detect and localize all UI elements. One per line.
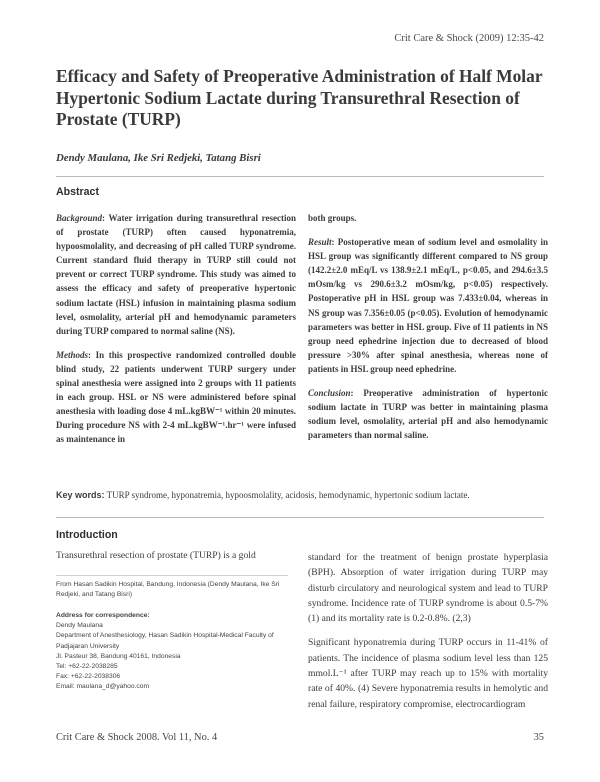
abstract-heading: Abstract — [56, 186, 99, 198]
abstract-result — [308, 235, 548, 376]
intro-paragraph: standard for the treatment of benign prostate hyperplasia (BPH). Absorption of water irrigation during TURP may disturb circulatory and neurological system and lead to TURP syndrome. Incidence rate of TURP syndrome is about 0.5-7% (1) and its mortality rate is 0.2-0.8%. (2,3) — [308, 552, 548, 625]
correspondence-block — [56, 611, 288, 693]
footnote-affiliation: From Hasan Sadikin Hospital, Bandung, Indonesia (Dendy Maulana, Ike Sri Redjeki, and Tatang Bisri) — [56, 581, 280, 599]
methods-continued: both groups. — [308, 213, 357, 223]
divider — [56, 517, 544, 518]
methods-label: Methods — [56, 349, 89, 360]
intro-right-column — [308, 550, 548, 721]
intro-paragraph: Transurethral resection of prostate (TURP) is a gold — [56, 550, 256, 561]
result-text: : Postoperative mean of sodium level and osmolality in HSL group was significantly different compared to NS group (142.2±2.0 mEq/L vs 138.9±2.1 mEq/L, p<0.05, and 294.6±3.5 mOsm/kg vs 290.6±3.2 mOsm/kg, p<0.05) respectively. Postoperative pH in HSL group was 7.433±0.04, whereas in NS group was 7.356±0.05 (p<0.05). Evolution of hemodynamic parameters was better in HSL group. Five of 11 patients in NS group need ephedrine injection due to decreased of blood pressure >30% after spinal anesthesia, whereas none of patients in HSL group need ephedrine. — [308, 237, 548, 374]
abstract-left-column — [56, 211, 296, 457]
correspondence-heading: Address for correspondence: — [56, 612, 150, 619]
abstract-methods — [56, 348, 296, 447]
footnote-divider — [56, 575, 288, 576]
divider — [56, 176, 544, 177]
correspondence-name: Dendy Maulana — [56, 622, 103, 630]
journal-footer: Crit Care & Shock 2008. Vol 11, No. 4 — [56, 732, 218, 743]
correspondence-tel: Tel: +62-22-2038285 — [56, 663, 118, 671]
correspondence-email: Email: maulana_d@yahoo.com — [56, 683, 150, 691]
intro-paragraph: Significant hyponatremia during TURP occurs in 11-41% of patients. The incidence of plasma sodium level less than 125 mmol.L⁻¹ after TURP may reach up to 15% with mortality rate of 40%. (4) Severe hyponatremia results in hemolytic and renal failure, respiratory compromise, electrocardiogram — [308, 637, 548, 710]
article-title: Efficacy and Safety of Preoperative Administration of Half Molar Hypertonic Sodium Lactate during Transurethral Resection of Prostate (TURP) — [56, 66, 543, 129]
abstract-background — [56, 211, 296, 338]
correspondence-fax: Fax: +62-22-2038306 — [56, 673, 121, 681]
conclusion-text: : Preoperative administration of hypertonic sodium lactate in TURP was better in maintaining plasma sodium level, osmolality, arterial pH and also hemodynamic parameters than normal saline. — [308, 388, 548, 441]
methods-text: : In this prospective randomized controlled double blind study, 22 patients underwent TURP surgery under spinal anesthesia were assigned into 2 groups with 11 patients in each group. HSL or NS were administered before spinal anesthesia with loading dose 4 mL.kgBW⁻¹ within 20 minutes. During procedure NS with 2-4 mL.kgBW⁻¹.hr⁻¹ were infused as maintenance in — [56, 349, 296, 445]
page-number: 35 — [533, 732, 544, 743]
correspondence-address: Jl. Pasteur 38, Bandung 40161, Indonesia — [56, 652, 181, 660]
conclusion-label: Conclusion — [308, 388, 351, 399]
background-text: : Water irrigation during transurethral resection of prostate (TURP) often caused hyponatremia, hypoosmolality, and decreasing of pH called TURP syndrome. Current standard fluid therapy in TURP still could not prevent or correct TURP syndrome. This study was aimed to assess the efficacy and safety of preoperative hypertonic sodium lactate (HSL) infusion in maintaining plasma sodium level, osmolality, arterial pH and hemodynamic parameters during TURP compared to normal saline (NS). — [56, 213, 296, 336]
running-header: Crit Care & Shock (2009) 12:35-42 — [394, 33, 544, 44]
result-label: Result — [308, 237, 332, 248]
correspondence-department: Department of Anesthesiology, Hasan Sadikin Hospital-Medical Faculty of Padjajaran University — [56, 632, 274, 650]
background-label: Background — [56, 213, 103, 223]
abstract-conclusion — [308, 386, 548, 442]
keywords-label: Key words: — [56, 490, 105, 500]
introduction-heading: Introduction — [56, 529, 118, 541]
author-list: Dendy Maulana, Ike Sri Redjeki, Tatang Bisri — [56, 152, 261, 164]
keywords-text: TURP syndrome, hyponatremia, hypoosmolality, acidosis, hemodynamic, hypertonic sodium lactate. — [104, 490, 470, 500]
keywords — [56, 489, 544, 502]
intro-left-column — [56, 548, 296, 572]
abstract-right-column — [308, 211, 548, 452]
